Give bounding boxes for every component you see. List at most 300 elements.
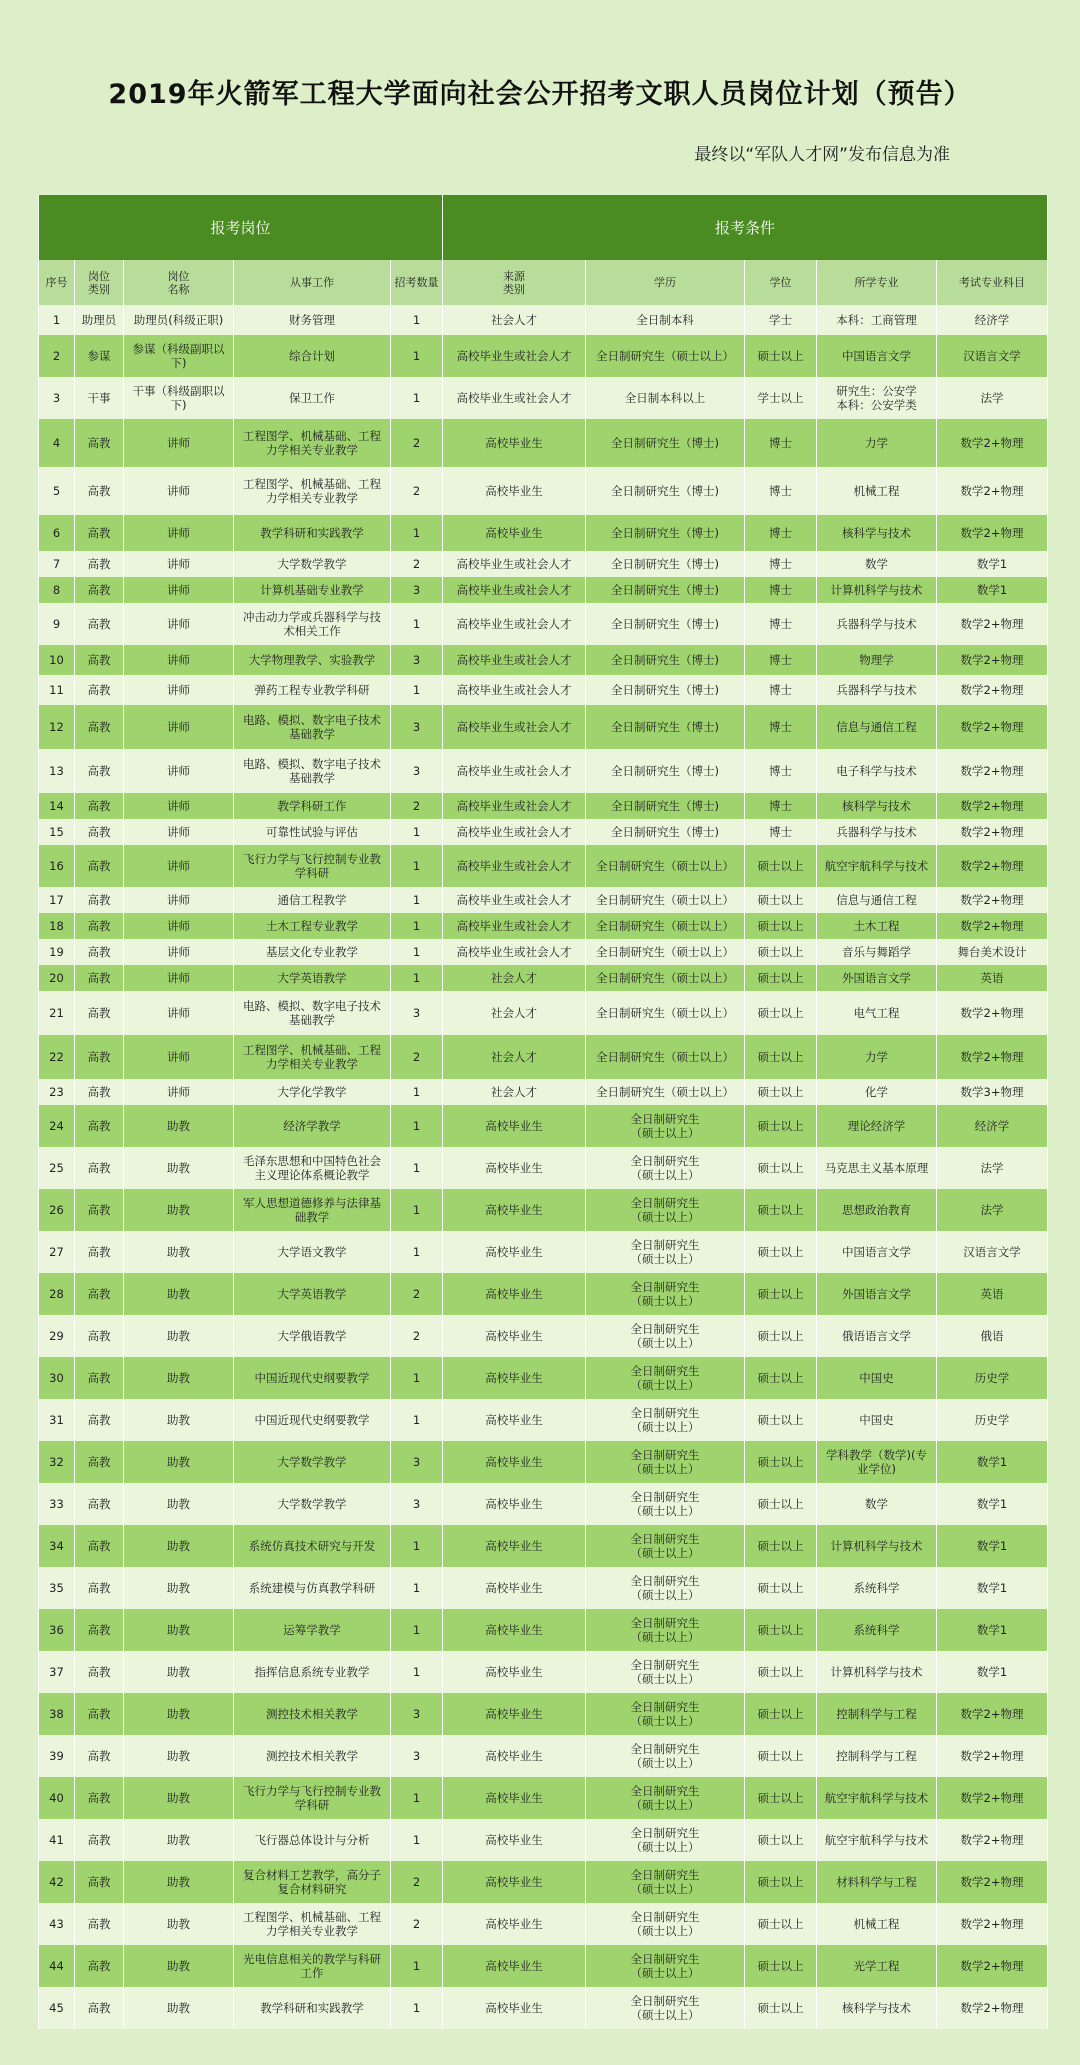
col-source-cell: 高校毕业生 xyxy=(443,1987,586,2029)
col-education-cell: 全日制研究生（博士) xyxy=(586,793,745,819)
col-education-cell: 全日制研究生 （硕士以上） xyxy=(586,1693,745,1735)
col-major-cell: 数学 xyxy=(817,551,937,577)
col-major-cell: 电气工程 xyxy=(817,991,937,1035)
col-source-cell: 高校毕业生 xyxy=(443,1567,586,1609)
col-major-cell: 信息与通信工程 xyxy=(817,705,937,749)
col-index-cell: 39 xyxy=(39,1735,75,1777)
col-category-cell: 高教 xyxy=(75,705,124,749)
table-row xyxy=(39,1525,1048,1567)
column-header-degree: 学位 xyxy=(745,260,817,305)
col-education-cell: 全日制研究生（硕士以上） xyxy=(586,965,745,991)
col-major-cell: 外国语言文学 xyxy=(817,1273,937,1315)
col-quantity-cell: 1 xyxy=(391,819,443,845)
table-row xyxy=(39,551,1048,577)
col-exam-subject-cell: 数学2+物理 xyxy=(937,603,1048,645)
col-exam-subject-cell: 数学1 xyxy=(937,551,1048,577)
col-category-cell: 高教 xyxy=(75,577,124,603)
col-major-cell: 外国语言文学 xyxy=(817,965,937,991)
col-quantity-cell: 1 xyxy=(391,1079,443,1105)
col-category-cell: 高教 xyxy=(75,419,124,467)
col-quantity-cell: 1 xyxy=(391,603,443,645)
col-work-cell: 系统仿真技术研究与开发 xyxy=(234,1525,391,1567)
col-major-cell: 化学 xyxy=(817,1079,937,1105)
col-major-cell: 研究生：公安学 本科：公安学类 xyxy=(817,377,937,419)
col-position-name-cell: 助教 xyxy=(124,1189,234,1231)
col-quantity-cell: 1 xyxy=(391,1105,443,1147)
col-position-name-cell: 讲师 xyxy=(124,913,234,939)
col-major-cell: 控制科学与工程 xyxy=(817,1693,937,1735)
col-category-cell: 高教 xyxy=(75,991,124,1035)
col-major-cell: 航空宇航科学与技术 xyxy=(817,1777,937,1819)
col-index-cell: 31 xyxy=(39,1399,75,1441)
col-index-cell: 7 xyxy=(39,551,75,577)
col-category-cell: 高教 xyxy=(75,1609,124,1651)
col-position-name-cell: 助教 xyxy=(124,1441,234,1483)
col-major-cell: 核科学与技术 xyxy=(817,793,937,819)
col-index-cell: 16 xyxy=(39,845,75,887)
col-work-cell: 大学英语教学 xyxy=(234,965,391,991)
col-index-cell: 43 xyxy=(39,1903,75,1945)
col-category-cell: 高教 xyxy=(75,1441,124,1483)
col-quantity-cell: 1 xyxy=(391,1399,443,1441)
col-position-name-cell: 讲师 xyxy=(124,577,234,603)
col-quantity-cell: 2 xyxy=(391,1273,443,1315)
col-degree-cell: 博士 xyxy=(745,675,817,705)
col-source-cell: 高校毕业生或社会人才 xyxy=(443,603,586,645)
col-index-cell: 35 xyxy=(39,1567,75,1609)
col-index-cell: 44 xyxy=(39,1945,75,1987)
table-row xyxy=(39,887,1048,913)
col-work-cell: 电路、模拟、数字电子技术 基础教学 xyxy=(234,705,391,749)
col-work-cell: 飞行力学与飞行控制专业教 学科研 xyxy=(234,1777,391,1819)
col-quantity-cell: 1 xyxy=(391,1567,443,1609)
col-position-name-cell: 讲师 xyxy=(124,845,234,887)
col-exam-subject-cell: 法学 xyxy=(937,1189,1048,1231)
column-header-work: 从事工作 xyxy=(234,260,391,305)
col-major-cell: 材料科学与工程 xyxy=(817,1861,937,1903)
col-quantity-cell: 1 xyxy=(391,1987,443,2029)
col-exam-subject-cell: 数学2+物理 xyxy=(937,1987,1048,2029)
col-category-cell: 高教 xyxy=(75,1819,124,1861)
col-position-name-cell: 助教 xyxy=(124,1147,234,1189)
col-work-cell: 光电信息相关的教学与科研 工作 xyxy=(234,1945,391,1987)
col-index-cell: 37 xyxy=(39,1651,75,1693)
table-row xyxy=(39,991,1048,1035)
col-index-cell: 29 xyxy=(39,1315,75,1357)
col-quantity-cell: 3 xyxy=(391,577,443,603)
col-category-cell: 高教 xyxy=(75,1315,124,1357)
col-exam-subject-cell: 汉语言文学 xyxy=(937,1231,1048,1273)
col-exam-subject-cell: 数学1 xyxy=(937,1525,1048,1567)
col-work-cell: 土木工程专业教学 xyxy=(234,913,391,939)
col-position-name-cell: 助教 xyxy=(124,1777,234,1819)
col-major-cell: 系统科学 xyxy=(817,1567,937,1609)
col-quantity-cell: 3 xyxy=(391,991,443,1035)
col-degree-cell: 硕士以上 xyxy=(745,1651,817,1693)
col-category-cell: 高教 xyxy=(75,1987,124,2029)
col-index-cell: 45 xyxy=(39,1987,75,2029)
col-index-cell: 11 xyxy=(39,675,75,705)
col-exam-subject-cell: 数学2+物理 xyxy=(937,991,1048,1035)
col-quantity-cell: 1 xyxy=(391,377,443,419)
col-source-cell: 高校毕业生 xyxy=(443,1147,586,1189)
col-exam-subject-cell: 数学2+物理 xyxy=(937,419,1048,467)
col-position-name-cell: 助教 xyxy=(124,1105,234,1147)
col-work-cell: 财务管理 xyxy=(234,305,391,335)
job-plan-table-wrapper xyxy=(38,195,1047,2029)
col-work-cell: 大学语文教学 xyxy=(234,1231,391,1273)
col-category-cell: 高教 xyxy=(75,1399,124,1441)
column-header-education: 学历 xyxy=(586,260,745,305)
col-degree-cell: 硕士以上 xyxy=(745,1987,817,2029)
col-quantity-cell: 3 xyxy=(391,749,443,793)
col-education-cell: 全日制研究生（博士) xyxy=(586,577,745,603)
col-major-cell: 信息与通信工程 xyxy=(817,887,937,913)
table-row xyxy=(39,1105,1048,1147)
col-degree-cell: 硕士以上 xyxy=(745,1315,817,1357)
col-quantity-cell: 3 xyxy=(391,1483,443,1525)
col-source-cell: 高校毕业生或社会人才 xyxy=(443,335,586,377)
col-category-cell: 高教 xyxy=(75,1079,124,1105)
col-index-cell: 30 xyxy=(39,1357,75,1399)
col-exam-subject-cell: 数学1 xyxy=(937,1441,1048,1483)
col-education-cell: 全日制研究生（博士) xyxy=(586,645,745,675)
col-source-cell: 高校毕业生或社会人才 xyxy=(443,577,586,603)
col-quantity-cell: 1 xyxy=(391,845,443,887)
col-position-name-cell: 助教 xyxy=(124,1903,234,1945)
col-quantity-cell: 2 xyxy=(391,793,443,819)
table-row xyxy=(39,1945,1048,1987)
col-degree-cell: 硕士以上 xyxy=(745,1105,817,1147)
col-education-cell: 全日制研究生 （硕士以上） xyxy=(586,1315,745,1357)
col-index-cell: 6 xyxy=(39,515,75,551)
col-position-name-cell: 助教 xyxy=(124,1357,234,1399)
col-major-cell: 中国语言文学 xyxy=(817,1231,937,1273)
col-position-name-cell: 助教 xyxy=(124,1693,234,1735)
col-source-cell: 高校毕业生 xyxy=(443,467,586,515)
col-degree-cell: 博士 xyxy=(745,577,817,603)
col-source-cell: 高校毕业生 xyxy=(443,419,586,467)
col-index-cell: 36 xyxy=(39,1609,75,1651)
col-work-cell: 工程图学、机械基础、工程 力学相关专业教学 xyxy=(234,419,391,467)
col-index-cell: 34 xyxy=(39,1525,75,1567)
col-work-cell: 教学科研和实践教学 xyxy=(234,1987,391,2029)
table-row xyxy=(39,1357,1048,1399)
col-major-cell: 兵器科学与技术 xyxy=(817,675,937,705)
col-exam-subject-cell: 数学2+物理 xyxy=(937,705,1048,749)
table-row xyxy=(39,1189,1048,1231)
table-row xyxy=(39,1987,1048,2029)
col-position-name-cell: 助教 xyxy=(124,1987,234,2029)
col-education-cell: 全日制研究生（硕士以上） xyxy=(586,913,745,939)
col-quantity-cell: 1 xyxy=(391,939,443,965)
col-position-name-cell: 讲师 xyxy=(124,1035,234,1079)
col-position-name-cell: 讲师 xyxy=(124,603,234,645)
col-quantity-cell: 1 xyxy=(391,675,443,705)
col-work-cell: 中国近现代史纲要教学 xyxy=(234,1399,391,1441)
col-index-cell: 33 xyxy=(39,1483,75,1525)
col-exam-subject-cell: 数学2+物理 xyxy=(937,515,1048,551)
col-work-cell: 测控技术相关教学 xyxy=(234,1735,391,1777)
col-quantity-cell: 1 xyxy=(391,1819,443,1861)
col-major-cell: 俄语语言文学 xyxy=(817,1315,937,1357)
table-row xyxy=(39,793,1048,819)
col-position-name-cell: 参谋（科级副职以下) xyxy=(124,335,234,377)
page-subtitle: 最终以“军队人才网”发布信息为准 xyxy=(694,145,950,165)
col-work-cell: 综合计划 xyxy=(234,335,391,377)
column-header-exam-subject: 考试专业科目 xyxy=(937,260,1048,305)
col-source-cell: 高校毕业生 xyxy=(443,1609,586,1651)
col-source-cell: 社会人才 xyxy=(443,965,586,991)
col-exam-subject-cell: 数学1 xyxy=(937,1609,1048,1651)
col-source-cell: 高校毕业生或社会人才 xyxy=(443,377,586,419)
col-degree-cell: 硕士以上 xyxy=(745,1079,817,1105)
table-row xyxy=(39,1903,1048,1945)
col-exam-subject-cell: 数学2+物理 xyxy=(937,887,1048,913)
col-degree-cell: 硕士以上 xyxy=(745,1441,817,1483)
column-header-row xyxy=(39,260,1048,305)
col-position-name-cell: 讲师 xyxy=(124,749,234,793)
col-source-cell: 高校毕业生 xyxy=(443,1399,586,1441)
col-work-cell: 教学科研工作 xyxy=(234,793,391,819)
col-exam-subject-cell: 数学2+物理 xyxy=(937,1693,1048,1735)
table-row xyxy=(39,419,1048,467)
column-header-source: 来源 类别 xyxy=(443,260,586,305)
col-work-cell: 大学英语教学 xyxy=(234,1273,391,1315)
col-major-cell: 中国语言文学 xyxy=(817,335,937,377)
col-degree-cell: 硕士以上 xyxy=(745,1777,817,1819)
col-category-cell: 高教 xyxy=(75,1035,124,1079)
col-work-cell: 电路、模拟、数字电子技术 基础教学 xyxy=(234,991,391,1035)
col-position-name-cell: 讲师 xyxy=(124,819,234,845)
col-category-cell: 高教 xyxy=(75,1777,124,1819)
col-major-cell: 光学工程 xyxy=(817,1945,937,1987)
col-exam-subject-cell: 历史学 xyxy=(937,1399,1048,1441)
table-row xyxy=(39,603,1048,645)
col-index-cell: 22 xyxy=(39,1035,75,1079)
col-exam-subject-cell: 数学2+物理 xyxy=(937,1735,1048,1777)
col-exam-subject-cell: 数学2+物理 xyxy=(937,1819,1048,1861)
col-index-cell: 21 xyxy=(39,991,75,1035)
col-category-cell: 高教 xyxy=(75,887,124,913)
table-row xyxy=(39,749,1048,793)
col-education-cell: 全日制研究生 （硕士以上） xyxy=(586,1903,745,1945)
col-index-cell: 8 xyxy=(39,577,75,603)
col-category-cell: 高教 xyxy=(75,845,124,887)
col-education-cell: 全日制研究生 （硕士以上） xyxy=(586,1441,745,1483)
col-exam-subject-cell: 数学2+物理 xyxy=(937,1903,1048,1945)
col-degree-cell: 硕士以上 xyxy=(745,1567,817,1609)
col-quantity-cell: 3 xyxy=(391,1735,443,1777)
col-education-cell: 全日制研究生（硕士以上） xyxy=(586,1035,745,1079)
col-source-cell: 高校毕业生或社会人才 xyxy=(443,913,586,939)
table-row xyxy=(39,305,1048,335)
col-index-cell: 26 xyxy=(39,1189,75,1231)
col-education-cell: 全日制研究生（博士) xyxy=(586,515,745,551)
col-exam-subject-cell: 数学3+物理 xyxy=(937,1079,1048,1105)
table-row xyxy=(39,1651,1048,1693)
col-index-cell: 3 xyxy=(39,377,75,419)
col-degree-cell: 硕士以上 xyxy=(745,1273,817,1315)
col-work-cell: 复合材料工艺教学，高分子 复合材料研究 xyxy=(234,1861,391,1903)
col-index-cell: 32 xyxy=(39,1441,75,1483)
col-degree-cell: 硕士以上 xyxy=(745,1147,817,1189)
col-index-cell: 27 xyxy=(39,1231,75,1273)
col-exam-subject-cell: 数学1 xyxy=(937,577,1048,603)
col-degree-cell: 硕士以上 xyxy=(745,1693,817,1735)
col-work-cell: 可靠性试验与评估 xyxy=(234,819,391,845)
col-exam-subject-cell: 数学2+物理 xyxy=(937,1945,1048,1987)
col-quantity-cell: 1 xyxy=(391,887,443,913)
col-education-cell: 全日制研究生 （硕士以上） xyxy=(586,1273,745,1315)
col-quantity-cell: 2 xyxy=(391,1861,443,1903)
col-category-cell: 高教 xyxy=(75,675,124,705)
col-education-cell: 全日制研究生 （硕士以上） xyxy=(586,1609,745,1651)
col-exam-subject-cell: 俄语 xyxy=(937,1315,1048,1357)
col-education-cell: 全日制研究生（博士) xyxy=(586,419,745,467)
table-row xyxy=(39,1819,1048,1861)
col-source-cell: 高校毕业生或社会人才 xyxy=(443,793,586,819)
table-row xyxy=(39,1735,1048,1777)
col-source-cell: 高校毕业生或社会人才 xyxy=(443,705,586,749)
col-education-cell: 全日制研究生（博士) xyxy=(586,551,745,577)
col-category-cell: 高教 xyxy=(75,1945,124,1987)
col-major-cell: 理论经济学 xyxy=(817,1105,937,1147)
col-education-cell: 全日制研究生 （硕士以上） xyxy=(586,1945,745,1987)
col-work-cell: 大学俄语教学 xyxy=(234,1315,391,1357)
col-work-cell: 大学数学教学 xyxy=(234,551,391,577)
table-row xyxy=(39,515,1048,551)
col-degree-cell: 硕士以上 xyxy=(745,335,817,377)
col-degree-cell: 学士以上 xyxy=(745,377,817,419)
col-position-name-cell: 助教 xyxy=(124,1525,234,1567)
col-quantity-cell: 2 xyxy=(391,1903,443,1945)
col-work-cell: 冲击动力学或兵器科学与技 术相关工作 xyxy=(234,603,391,645)
col-work-cell: 大学化学教学 xyxy=(234,1079,391,1105)
col-exam-subject-cell: 法学 xyxy=(937,1147,1048,1189)
col-education-cell: 全日制研究生 （硕士以上） xyxy=(586,1147,745,1189)
col-work-cell: 测控技术相关教学 xyxy=(234,1693,391,1735)
table-row xyxy=(39,1567,1048,1609)
col-major-cell: 电子科学与技术 xyxy=(817,749,937,793)
col-index-cell: 40 xyxy=(39,1777,75,1819)
col-category-cell: 高教 xyxy=(75,1861,124,1903)
col-category-cell: 高教 xyxy=(75,913,124,939)
col-education-cell: 全日制本科 xyxy=(586,305,745,335)
col-quantity-cell: 2 xyxy=(391,467,443,515)
col-major-cell: 核科学与技术 xyxy=(817,515,937,551)
table-row xyxy=(39,845,1048,887)
col-education-cell: 全日制研究生 （硕士以上） xyxy=(586,1861,745,1903)
col-education-cell: 全日制研究生（博士) xyxy=(586,675,745,705)
col-position-name-cell: 讲师 xyxy=(124,705,234,749)
col-major-cell: 中国史 xyxy=(817,1357,937,1399)
col-work-cell: 经济学教学 xyxy=(234,1105,391,1147)
col-degree-cell: 博士 xyxy=(745,603,817,645)
col-index-cell: 23 xyxy=(39,1079,75,1105)
col-source-cell: 高校毕业生 xyxy=(443,1861,586,1903)
table-row xyxy=(39,675,1048,705)
col-degree-cell: 硕士以上 xyxy=(745,1399,817,1441)
col-degree-cell: 硕士以上 xyxy=(745,1945,817,1987)
col-education-cell: 全日制研究生 （硕士以上） xyxy=(586,1231,745,1273)
col-index-cell: 13 xyxy=(39,749,75,793)
col-major-cell: 核科学与技术 xyxy=(817,1987,937,2029)
col-degree-cell: 博士 xyxy=(745,515,817,551)
col-category-cell: 高教 xyxy=(75,819,124,845)
col-category-cell: 高教 xyxy=(75,603,124,645)
col-source-cell: 高校毕业生 xyxy=(443,1105,586,1147)
col-work-cell: 大学数学教学 xyxy=(234,1441,391,1483)
col-source-cell: 高校毕业生 xyxy=(443,1483,586,1525)
col-category-cell: 参谋 xyxy=(75,335,124,377)
col-major-cell: 系统科学 xyxy=(817,1609,937,1651)
col-source-cell: 高校毕业生或社会人才 xyxy=(443,887,586,913)
col-quantity-cell: 3 xyxy=(391,705,443,749)
col-index-cell: 10 xyxy=(39,645,75,675)
col-position-name-cell: 助教 xyxy=(124,1483,234,1525)
column-header-major: 所学专业 xyxy=(817,260,937,305)
col-exam-subject-cell: 数学2+物理 xyxy=(937,645,1048,675)
col-category-cell: 高教 xyxy=(75,939,124,965)
col-source-cell: 高校毕业生或社会人才 xyxy=(443,551,586,577)
col-exam-subject-cell: 数学2+物理 xyxy=(937,819,1048,845)
col-work-cell: 军人思想道德修养与法律基 础教学 xyxy=(234,1189,391,1231)
table-row xyxy=(39,1483,1048,1525)
col-source-cell: 高校毕业生 xyxy=(443,1315,586,1357)
table-row xyxy=(39,645,1048,675)
col-index-cell: 15 xyxy=(39,819,75,845)
col-education-cell: 全日制研究生 （硕士以上） xyxy=(586,1735,745,1777)
col-degree-cell: 学士 xyxy=(745,305,817,335)
col-position-name-cell: 助教 xyxy=(124,1567,234,1609)
col-source-cell: 高校毕业生 xyxy=(443,1231,586,1273)
col-major-cell: 马克思主义基本原理 xyxy=(817,1147,937,1189)
col-work-cell: 计算机基础专业教学 xyxy=(234,577,391,603)
col-work-cell: 弹药工程专业教学科研 xyxy=(234,675,391,705)
col-category-cell: 高教 xyxy=(75,1357,124,1399)
col-work-cell: 大学数学教学 xyxy=(234,1483,391,1525)
col-education-cell: 全日制研究生 （硕士以上） xyxy=(586,1357,745,1399)
col-source-cell: 高校毕业生 xyxy=(443,1903,586,1945)
col-quantity-cell: 2 xyxy=(391,1315,443,1357)
col-quantity-cell: 2 xyxy=(391,419,443,467)
col-degree-cell: 硕士以上 xyxy=(745,939,817,965)
col-exam-subject-cell: 汉语言文学 xyxy=(937,335,1048,377)
col-category-cell: 高教 xyxy=(75,467,124,515)
col-position-name-cell: 讲师 xyxy=(124,551,234,577)
col-source-cell: 高校毕业生 xyxy=(443,1357,586,1399)
col-index-cell: 28 xyxy=(39,1273,75,1315)
col-category-cell: 高教 xyxy=(75,1231,124,1273)
col-major-cell: 思想政治教育 xyxy=(817,1189,937,1231)
col-degree-cell: 硕士以上 xyxy=(745,1483,817,1525)
col-exam-subject-cell: 数学2+物理 xyxy=(937,749,1048,793)
col-category-cell: 高教 xyxy=(75,1525,124,1567)
col-major-cell: 兵器科学与技术 xyxy=(817,819,937,845)
col-exam-subject-cell: 历史学 xyxy=(937,1357,1048,1399)
col-index-cell: 25 xyxy=(39,1147,75,1189)
col-degree-cell: 硕士以上 xyxy=(745,1609,817,1651)
col-major-cell: 中国史 xyxy=(817,1399,937,1441)
col-degree-cell: 博士 xyxy=(745,467,817,515)
col-exam-subject-cell: 经济学 xyxy=(937,1105,1048,1147)
col-category-cell: 高教 xyxy=(75,1147,124,1189)
col-category-cell: 高教 xyxy=(75,1651,124,1693)
col-position-name-cell: 助教 xyxy=(124,1315,234,1357)
col-index-cell: 2 xyxy=(39,335,75,377)
col-work-cell: 中国近现代史纲要教学 xyxy=(234,1357,391,1399)
